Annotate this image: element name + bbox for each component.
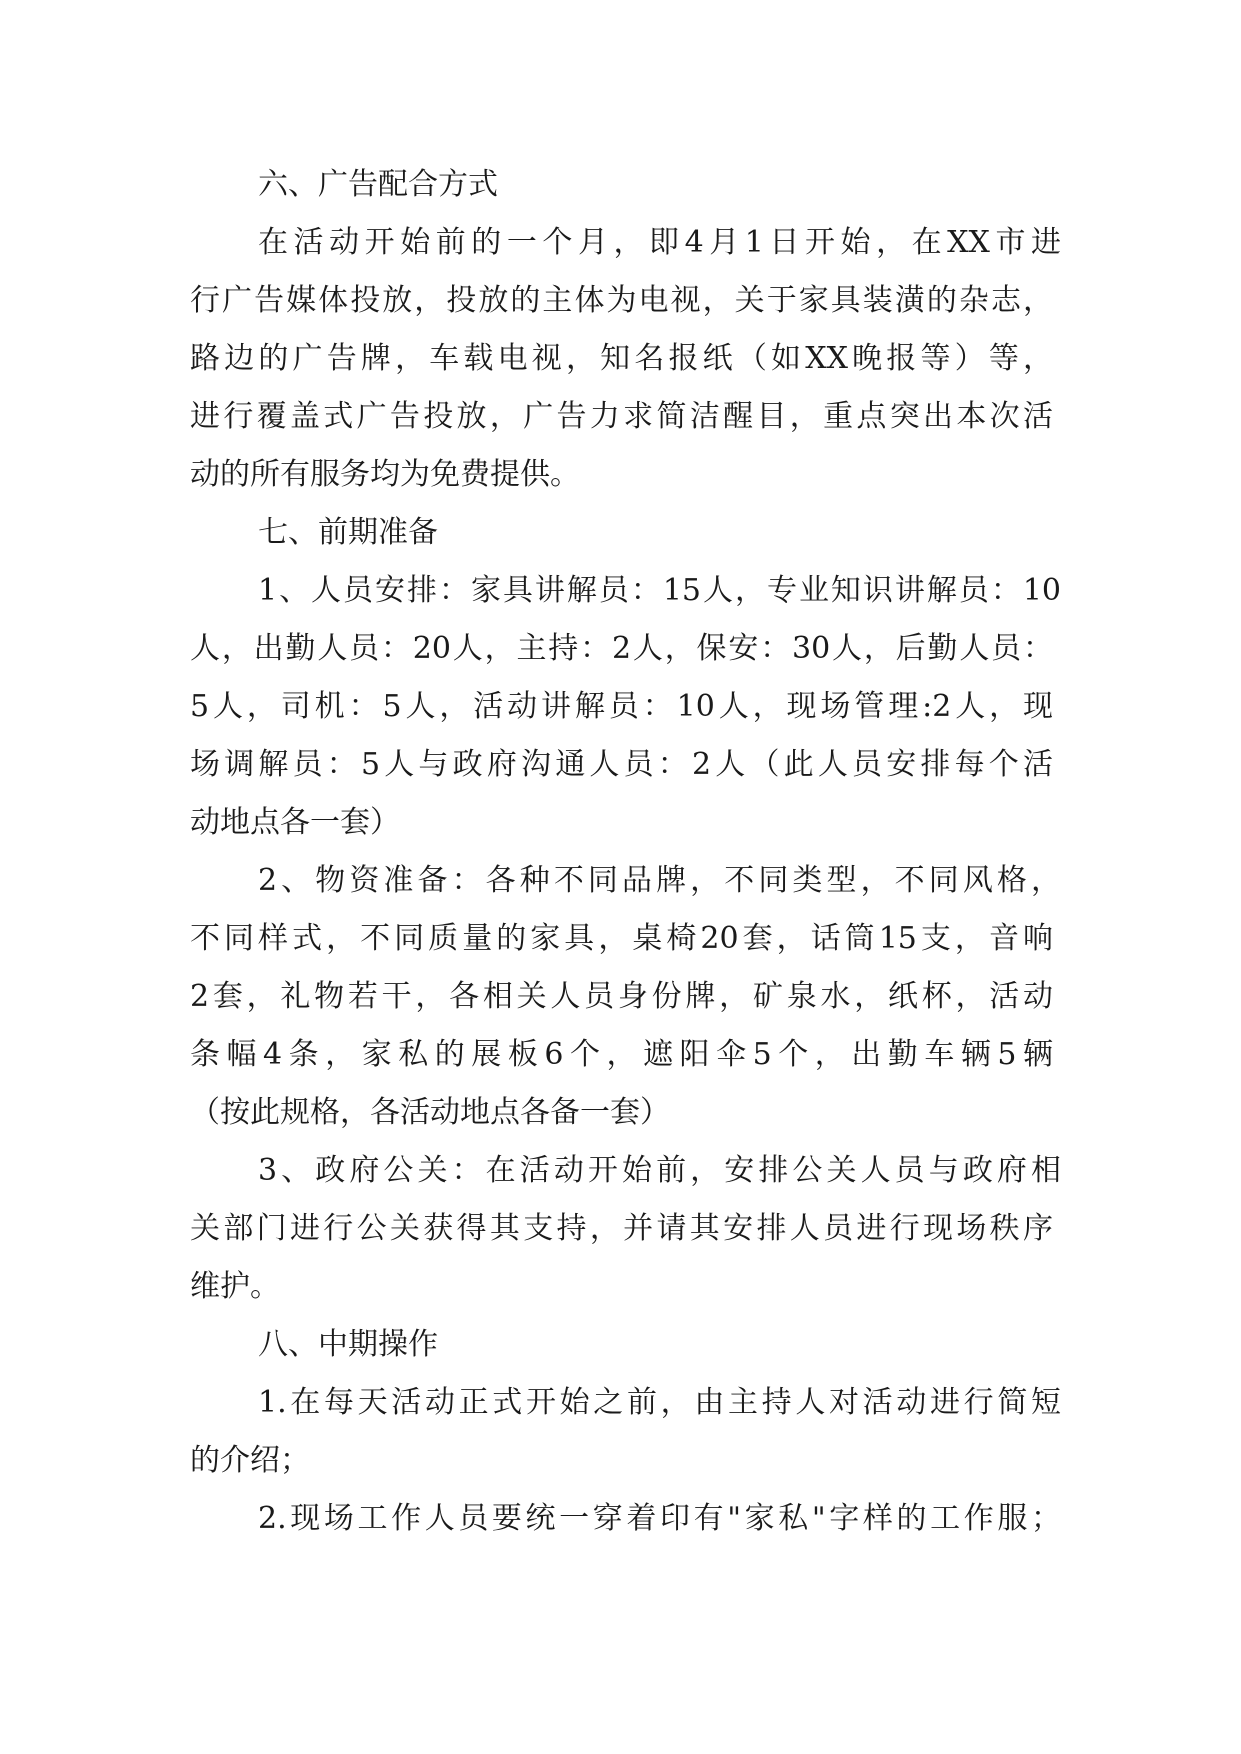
paragraph-line: 场调解员：5人与政府沟通人员：2人（此人员安排每个活 <box>190 747 1053 782</box>
paragraph-line: 在活动开始前的一个月，即4月1日开始，在XX市进 <box>258 225 1061 260</box>
paragraph-line: 行广告媒体投放，投放的主体为电视，关于家具装潢的杂志， <box>190 283 1053 318</box>
paragraph-line: 维护。 <box>190 1269 280 1304</box>
section-heading-7: 七、前期准备 <box>258 515 438 550</box>
paragraph-line: 2套，礼物若干，各相关人员身份牌，矿泉水，纸杯，活动 <box>190 979 1053 1014</box>
paragraph-line: 不同样式，不同质量的家具，桌椅20套，话筒15支，音响 <box>190 921 1053 956</box>
paragraph-line: 2.现场工作人员要统一穿着印有"家私"字样的工作服； <box>258 1501 1061 1536</box>
paragraph-line: 进行覆盖式广告投放，广告力求简洁醒目，重点突出本次活 <box>190 399 1053 434</box>
paragraph-line: 条幅4条，家私的展板6个，遮阳伞5个，出勤车辆5辆 <box>190 1037 1053 1072</box>
paragraph-line: 5人，司机：5人，活动讲解员：10人，现场管理:2人，现 <box>190 689 1053 724</box>
section-heading-8: 八、中期操作 <box>258 1327 438 1362</box>
paragraph-line: 路边的广告牌，车载电视，知名报纸（如XX晚报等）等， <box>190 341 1053 376</box>
paragraph-line: 2、物资准备：各种不同品牌，不同类型，不同风格， <box>258 863 1061 898</box>
paragraph-line: 1、人员安排：家具讲解员：15人，专业知识讲解员：10 <box>258 573 1061 608</box>
paragraph-line: 动地点各一套） <box>190 805 400 840</box>
section-heading-6: 六、广告配合方式 <box>258 167 498 202</box>
paragraph-line: 动的所有服务均为免费提供。 <box>190 457 580 492</box>
paragraph-line: （按此规格，各活动地点各备一套） <box>190 1095 670 1130</box>
paragraph-line: 1.在每天活动正式开始之前，由主持人对活动进行简短 <box>258 1385 1061 1420</box>
paragraph-line: 3、政府公关：在活动开始前，安排公关人员与政府相 <box>258 1153 1061 1188</box>
paragraph-line: 的介绍； <box>190 1443 310 1478</box>
paragraph-line: 关部门进行公关获得其支持，并请其安排人员进行现场秩序 <box>190 1211 1053 1246</box>
paragraph-line: 人，出勤人员：20人，主持：2人，保安：30人，后勤人员： <box>190 631 1053 666</box>
